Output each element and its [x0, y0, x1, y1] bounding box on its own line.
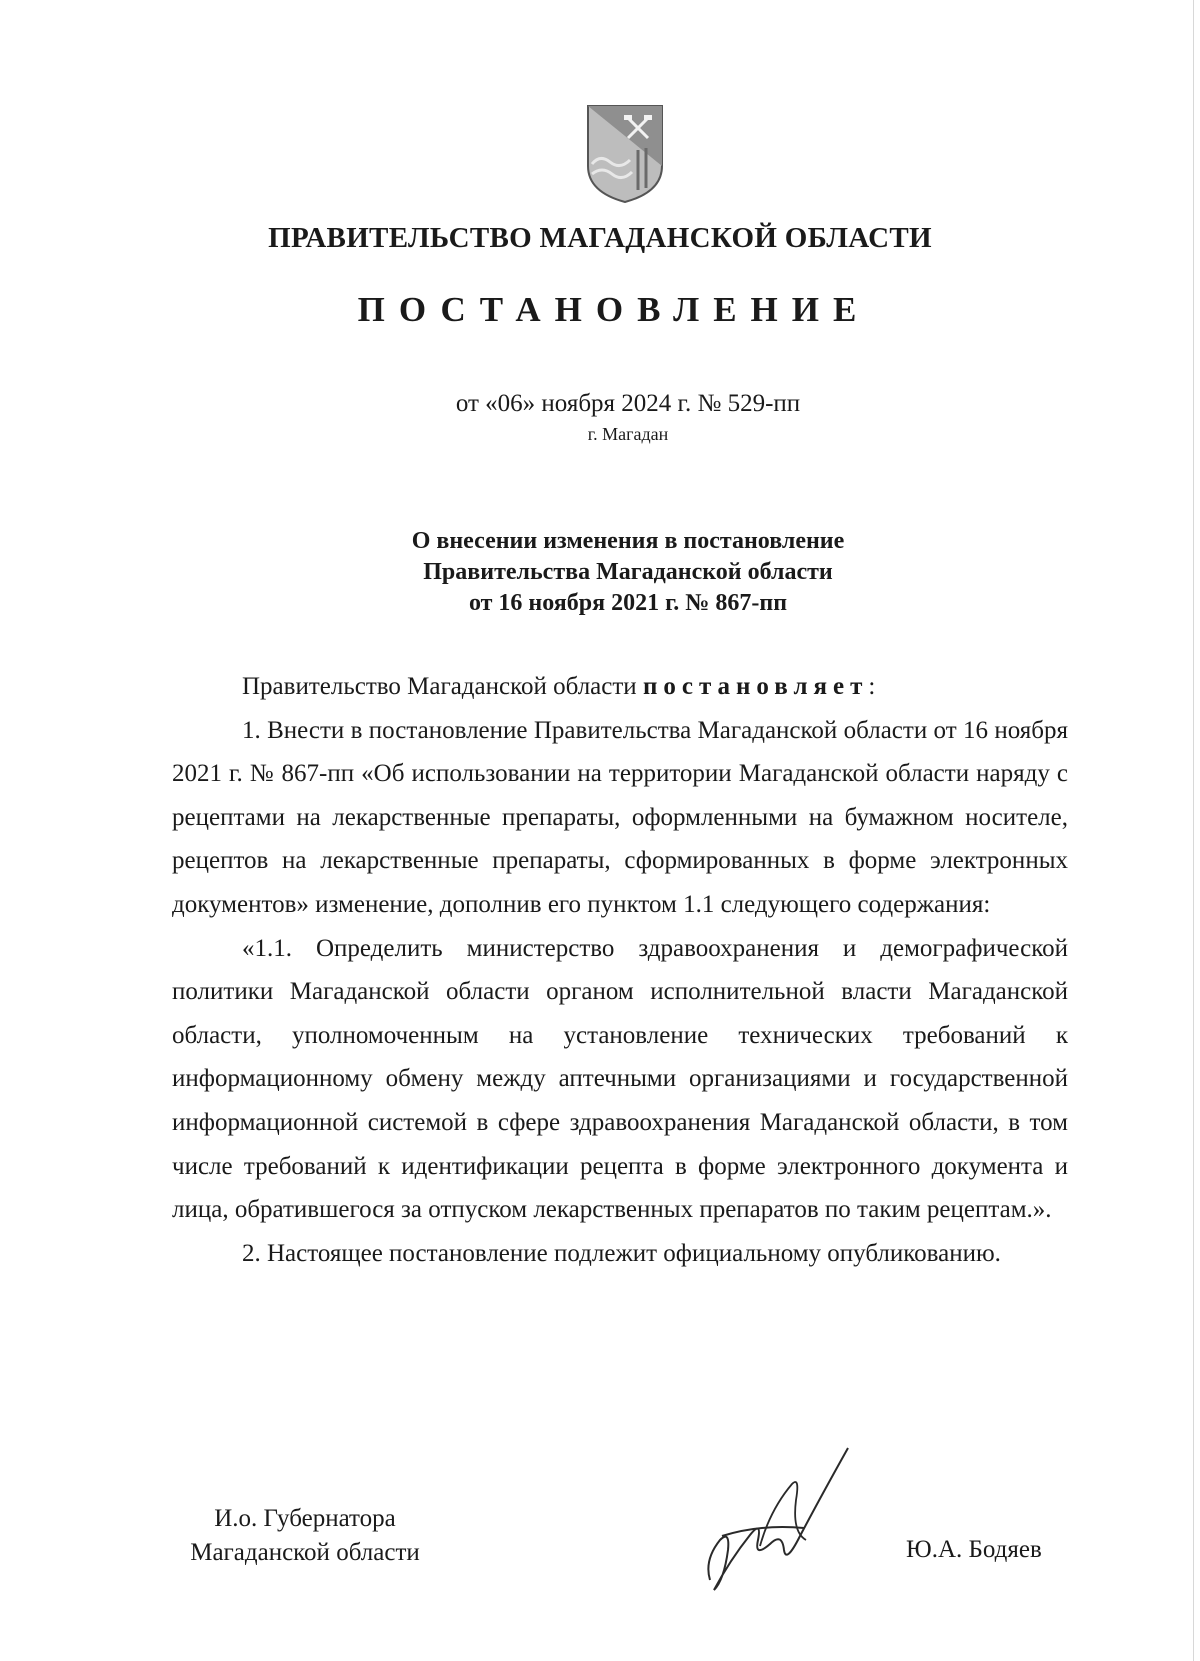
- document-date-number: от «06» ноября 2024 г. № 529-пп: [455, 390, 801, 417]
- position-line: И.о. Губернатора: [214, 1505, 396, 1532]
- paragraph-1: 1. Внести в постановление Правительства Магаданской области от 16 ноября 2021 г. № 867-пп «Об использовании на территории Магаданской области наряду с рецептами на лекарственные препараты, оформленными на бумажном носителе, рецептов на лекарственные препараты, сформированных в форме электронных документов» изменение, дополнив его пунктом 1.1 следующего содержания:: [172, 716, 1068, 918]
- document-type-title: ПОСТАНОВЛЕНИЕ: [357, 290, 871, 329]
- page-edge: [1193, 0, 1194, 1661]
- document-city: г. Магадан: [587, 424, 669, 444]
- document-body: [172, 665, 1068, 1275]
- coat-of-arms-icon: [586, 104, 664, 204]
- paragraph-1-1: «1.1. Определить министерство здравоохранения и демографической политики Магаданской области органом исполнительной власти Магаданской области, уполномоченным на установление технических требований к информационному обмену между аптечными организациями и государственной информационной системой в сфере здравоохранения Магаданской области, в том числе требований к идентификации рецепта в форме электронного документа и лица, обратившегося за отпуском лекарственных препаратов по таким рецептам.».: [172, 934, 1068, 1224]
- subject-line: О внесении изменения в постановление: [411, 528, 845, 554]
- subject-line: Правительства Магаданской области: [423, 559, 833, 585]
- signatory-position: [175, 1502, 435, 1570]
- signatory-name: Ю.А. Бодяев: [906, 1536, 1042, 1563]
- intro-suffix: :: [868, 673, 876, 700]
- organization-title: ПРАВИТЕЛЬСТВО МАГАДАНСКОЙ ОБЛАСТИ: [268, 222, 932, 254]
- document-subject: [0, 526, 1200, 619]
- intro-action: постановляет: [642, 673, 869, 700]
- subject-line: от 16 ноября 2021 г. № 867-пп: [468, 590, 788, 616]
- intro-paragraph: [172, 665, 1068, 709]
- intro-prefix: Правительство Магаданской области: [242, 673, 637, 700]
- position-line: Магаданской области: [190, 1539, 420, 1566]
- paragraph-2: 2. Настоящее постановление подлежит официальному опубликованию.: [242, 1239, 1001, 1267]
- handwritten-signature: [700, 1440, 860, 1600]
